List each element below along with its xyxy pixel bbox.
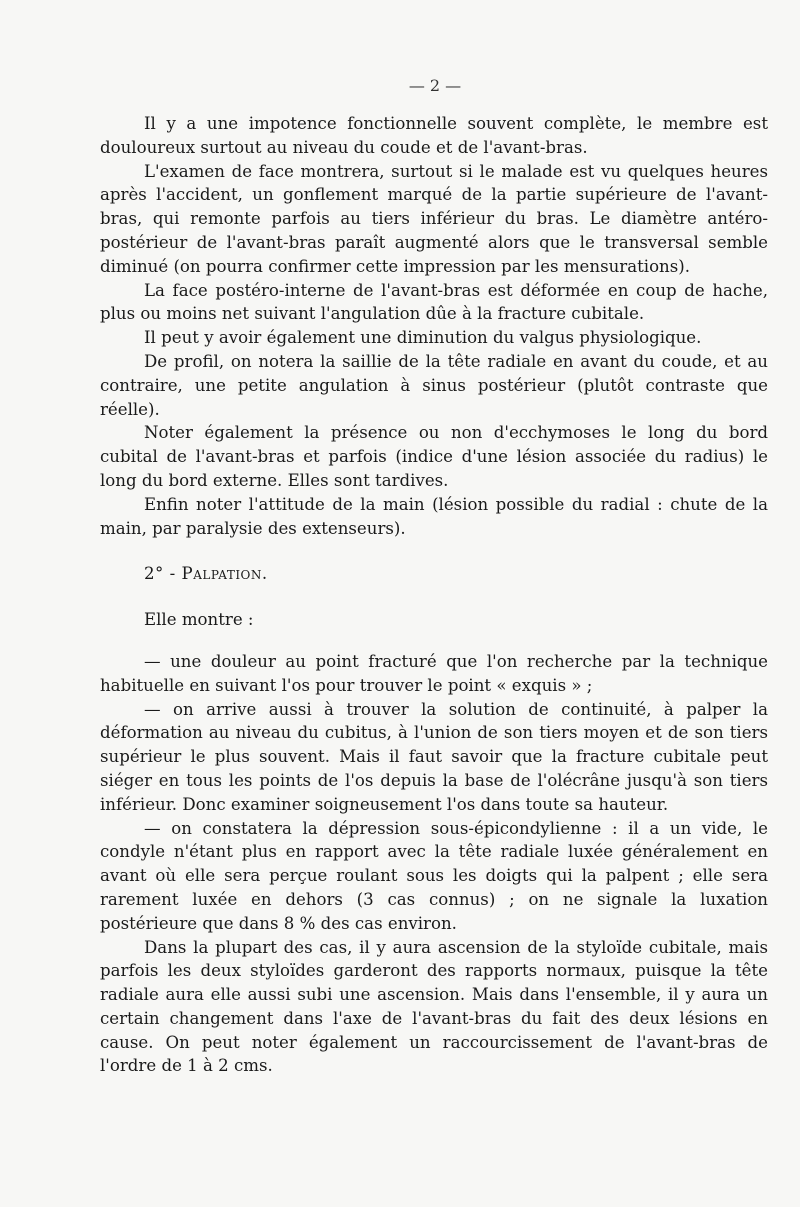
list-item-depression: — on constatera la dépression sous-épicondylienne : il a un vide, le condyle n'étant plus en rapport avec la tête radiale luxée généralement en avant où elle sera perçue roulant sous les doigts qui la palpent ; elle sera rarement luxée en dehors (3 cas connus) ; on ne signale la luxation postérieure que dans 8 % des cas environ.: [100, 818, 768, 933]
body-text: [100, 112, 768, 1078]
section-title: Palpation.: [181, 564, 268, 584]
paragraph-impotence: Il y a une impotence fonctionnelle souvent complète, le membre est douloureux surtout au niveau du coude et de l'avant-bras.: [100, 114, 768, 157]
section-number: 2°: [144, 564, 164, 584]
paragraph-attitude-main: Enfin noter l'attitude de la main (lésion possible du radial : chute de la main, par paralysie des extenseurs).: [100, 494, 768, 538]
paragraph-conclusion: Dans la plupart des cas, il y aura ascension de la styloïde cubitale, mais parfois les deux styloïdes garderont des rapports normaux, puisque la tête radiale aura elle aussi subi une ascension. Mais dans l'ensemble, il y aura un certain changement dans l'axe de l'avant-bras du fait des deux lésions en cause. On peut noter également un raccourcissement de l'avant-bras de l'ordre de 1 à 2 cms.: [100, 937, 768, 1076]
list-item-douleur: — une douleur au point fracturé que l'on recherche par la technique habituelle en suivant l'os pour trouver le point « exquis » ;: [100, 651, 768, 695]
paragraph-valgus: Il peut y avoir également une diminution du valgus physiologique.: [144, 328, 702, 348]
paragraph-examen-face: L'examen de face montrera, surtout si le malade est vu quelques heures après l'accident, un gonflement marqué de la partie supérieure de l'avant-bras, qui remonte parfois au tiers inférieur du bras. Le diamètre antéro-postérieur de l'avant-bras paraît augmenté alors que le transversal semble diminué (on pourra confirmer cette impression par les mensurations).: [100, 161, 768, 276]
section-separator: -: [169, 564, 182, 584]
list-item-continuite: — on arrive aussi à trouver la solution de continuité, à palper la déformation au niveau du cubitus, à l'union de son tiers moyen et de son tiers supérieur le plus souvent. Mais il faut savoir que la fracture cubitale peut siéger en tous les points de l'os depuis la base de l'olécrâne jusqu'à son tiers inférieur. Donc examiner soigneusement l'os dans toute sa hauteur.: [100, 699, 768, 814]
paragraph-profil: De profil, on notera la saillie de la tête radiale en avant du coude, et au contraire, une petite angulation à sinus postérieur (plutôt contraste que réelle).: [100, 351, 768, 419]
intro-line: Elle montre :: [144, 610, 254, 630]
paragraph-ecchymoses: Noter également la présence ou non d'ecchymoses le long du bord cubital de l'avant-bras et parfois (indice d'une lésion associée du radius) le long du bord externe. Elles sont tardives.: [100, 423, 768, 490]
paragraph-face-posterieure: La face postéro-interne de l'avant-bras est déformée en coup de hache, plus ou moins net suivant l'angulation dûe à la fracture cubitale.: [100, 280, 768, 324]
page-number: — 2 —: [408, 76, 462, 95]
section-heading: [100, 562, 768, 586]
